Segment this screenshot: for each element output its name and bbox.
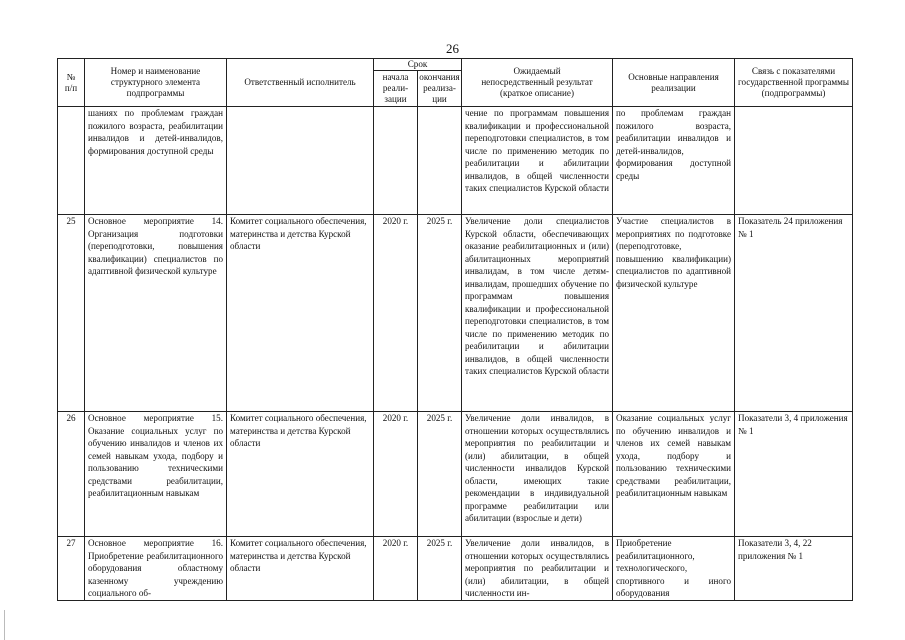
row-link: Показатели 3, 4, 22 приложения № 1 — [735, 537, 853, 601]
row-executor: Комитет социального обеспечения, материнства и детства Курской области — [227, 215, 374, 412]
row-directions: Приобретение реабилитационного, технологического, спортивного и иного оборудования — [613, 537, 735, 601]
program-table — [57, 58, 853, 601]
row-num: 27 — [58, 537, 85, 601]
row-start: 2020 г. — [374, 537, 418, 601]
header-directions: Основные направления реализации — [613, 59, 735, 107]
row-num: 26 — [58, 412, 85, 537]
row-num: 25 — [58, 215, 85, 412]
table-row — [58, 107, 853, 215]
row-link — [735, 107, 853, 215]
header-result: Ожидаемый непосредственный результат (краткое описание) — [462, 59, 613, 107]
row-start: 2020 г. — [374, 412, 418, 537]
row-directions: Оказание социальных услуг по обучению инвалидов и членов их семей навыкам ухода, подбору и пользованию техническими средствами реабилитации, реабилитационным навыкам — [613, 412, 735, 537]
row-start — [374, 107, 418, 215]
row-end: 2025 г. — [418, 215, 462, 412]
table-row — [58, 537, 853, 601]
header-term: Срок — [374, 59, 462, 71]
row-end: 2025 г. — [418, 412, 462, 537]
row-end — [418, 107, 462, 215]
row-result: Увеличение доли специалистов Курской области, обеспечивающих оказание реабилитационных и (или) абилитационных мероприятий инвалидам, в том числе детям-инвалидам, прошедших обучение по программам повышения квалификации и профессиональной переподготовки специалистов, в том числе по применению методик по реабилитации и абилитации инвалидов, в общей численности таких специалистов Курской области — [462, 215, 613, 412]
row-start: 2020 г. — [374, 215, 418, 412]
row-executor: Комитет социального обеспечения, материнства и детства Курской области — [227, 537, 374, 601]
table-row — [58, 412, 853, 537]
header-executor: Ответственный исполнитель — [227, 59, 374, 107]
row-result: Увеличение доли инвалидов, в отношении которых осуществлялись мероприятия по реабилитации и (или) абилитации, в общей численности инвалидов Курской области, имеющих такие рекомендации в индивидуальной программе реабилитации или абилитации (взрослые и дети) — [462, 412, 613, 537]
row-link: Показатель 24 приложения № 1 — [735, 215, 853, 412]
row-executor — [227, 107, 374, 215]
header-name: Номер и наименование структурного элемента подпрограммы — [85, 59, 227, 107]
row-name: Основное мероприятие 16. Приобретение реабилитационного оборудования областному казенному учреждению социального об- — [85, 537, 227, 601]
row-name: Основное мероприятие 14. Организация подготовки (переподготовки, повышения квалификации) специалистов по адаптивной физической культуре — [85, 215, 227, 412]
row-num — [58, 107, 85, 215]
row-end: 2025 г. — [418, 537, 462, 601]
row-name: Основное мероприятие 15. Оказание социальных услуг по обучению инвалидов и членов их семей навыкам ухода, подбору и пользованию техническими средствами реабилитации, реабилитационным навыкам — [85, 412, 227, 537]
row-link: Показатели 3, 4 приложения № 1 — [735, 412, 853, 537]
header-num: № п/п — [58, 59, 85, 107]
table-row — [58, 215, 853, 412]
scan-edge-line — [4, 610, 5, 640]
header-link: Связь с показателями государственной программы (подпрограммы) — [735, 59, 853, 107]
row-result: чение по программам повышения квалификации и профессиональной переподготовки специалистов, в том числе по применению методик по реабилитации и абилитации инвалидов, в общей численности таких специалистов Курской области — [462, 107, 613, 215]
header-term-start: начала реали- зации — [374, 71, 418, 107]
row-name: шаниях по проблемам граждан пожилого возраста, реабилитации инвалидов и детей-инвалидов, формирования доступной среды — [85, 107, 227, 215]
row-executor: Комитет социального обеспечения, материнства и детства Курской области — [227, 412, 374, 537]
row-directions: по проблемам граждан пожилого возраста, реабилитации инвалидов и детей-инвалидов, формирования доступной среды — [613, 107, 735, 215]
row-directions: Участие специалистов в мероприятиях по подготовке (переподготовке, повышению квалификации) специалистов по адаптивной физической культуре — [613, 215, 735, 412]
page-number: 26 — [446, 41, 459, 56]
header-term-end: окончания реализа- ции — [418, 71, 462, 107]
row-result: Увеличение доли инвалидов, в отношении которых осуществлялись мероприятия по реабилитации и (или) абилитации, в общей численности ин- — [462, 537, 613, 601]
